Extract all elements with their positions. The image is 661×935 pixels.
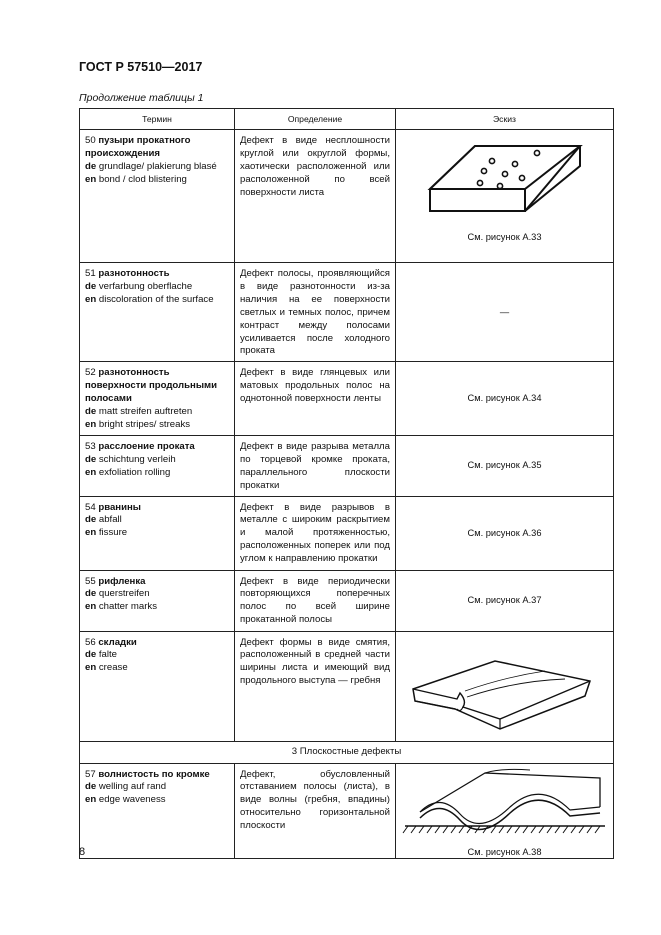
sketch-caption: См. рисунок А.38 <box>467 846 542 857</box>
definition-text: Дефект в виде разрывов в металле с широким раскрытием и малой протяженностью, расположенных поперек или под углом к направлению прокатки <box>240 501 390 565</box>
term-ru: разнотонность <box>98 268 170 279</box>
term-cell <box>80 130 235 263</box>
definition-text: Дефект полосы, проявляющийся в виде разнотонности из-за наличия на ее поверхности светлых и темных полос, причем контраст между полосами усиливается после холодного проката <box>240 268 390 357</box>
term-de: verfarbung oberflache <box>98 280 193 292</box>
lang-prefix-en: en <box>85 601 97 613</box>
sketch-caption: См. рисунок А.35 <box>467 460 542 471</box>
lang-prefix-de: de <box>85 781 97 793</box>
table-row <box>80 496 614 570</box>
term-cell <box>80 435 235 496</box>
blister-sketch <box>425 134 585 229</box>
sketch-cell <box>396 631 614 741</box>
term-number: 56 <box>85 636 96 648</box>
column-header-term: Термин <box>80 109 235 130</box>
column-header-definition: Определение <box>235 109 396 130</box>
definition-cell <box>235 435 396 496</box>
term-cell <box>80 631 235 741</box>
definition-cell <box>235 496 396 570</box>
sketch-caption: — <box>499 306 510 317</box>
term-de: welling auf rand <box>98 781 167 793</box>
definition-text: Дефект в виде несплошности круглой или округлой формы, хаотически расположенной или расположенной по всей поверхности листа <box>240 135 390 198</box>
term-en: bright stripes/ streaks <box>98 418 191 430</box>
term-number: 50 <box>85 135 96 146</box>
table-row <box>80 362 614 436</box>
sketch-caption: См. рисунок А.37 <box>467 595 542 606</box>
term-en: fissure <box>98 527 128 539</box>
term-en: exfoliation rolling <box>98 466 171 478</box>
term-cell <box>80 263 235 362</box>
term-cell <box>80 496 235 570</box>
column-header-sketch: Эскиз <box>396 109 614 130</box>
term-cell <box>80 763 235 859</box>
table-row <box>80 435 614 496</box>
term-en: crease <box>98 662 128 674</box>
sketch-cell <box>396 435 614 496</box>
definition-cell <box>235 570 396 631</box>
sketch-cell <box>396 763 614 859</box>
lang-prefix-en: en <box>85 466 97 478</box>
document-code: ГОСТ Р 57510—2017 <box>79 60 203 74</box>
term-de: schichtung verleih <box>98 453 176 465</box>
sketch-cell <box>396 496 614 570</box>
definition-text: Дефект в виде глянцевых или матовых продольных полос на однотонной поверхности ленты <box>240 367 390 405</box>
term-en: discoloration of the surface <box>98 293 214 305</box>
term-number: 53 <box>85 440 96 452</box>
term-number: 51 <box>85 268 96 279</box>
definition-cell <box>235 263 396 362</box>
table-row <box>80 631 614 741</box>
term-ru: складки <box>98 636 137 648</box>
term-ru: разнотонность поверхности продольными полосами <box>85 367 218 405</box>
term-de: matt streifen auftreten <box>98 406 193 418</box>
term-number: 55 <box>85 575 96 587</box>
lang-prefix-en: en <box>85 418 97 430</box>
lang-prefix-de: de <box>85 160 97 172</box>
table-continuation-label: Продолжение таблицы 1 <box>79 92 204 104</box>
term-ru: расслоение проката <box>98 440 195 452</box>
definition-text: Дефект в виде разрыва металла по торцевой кромке проката, параллельного плоскости прокатки <box>240 440 390 491</box>
edge-waveness-sketch <box>400 768 610 840</box>
sketch-caption: См. рисунок А.33 <box>467 232 542 242</box>
sketch-cell <box>396 362 614 436</box>
term-ru: волнистость по кромке <box>98 768 210 780</box>
term-en: edge waveness <box>98 794 166 806</box>
table-row <box>80 130 614 263</box>
lang-prefix-de: de <box>85 406 97 418</box>
lang-prefix-de: de <box>85 280 97 292</box>
definition-cell <box>235 763 396 859</box>
sketch-caption: См. рисунок А.34 <box>467 393 542 404</box>
sketch-cell <box>396 263 614 362</box>
lang-prefix-en: en <box>85 662 97 674</box>
term-de: grundlage/ plakierung blasé <box>98 160 217 172</box>
section-row <box>80 741 614 763</box>
term-en: bond / clod blistering <box>98 173 187 185</box>
term-de: querstreifen <box>98 588 150 600</box>
table-row <box>80 263 614 362</box>
lang-prefix-en: en <box>85 173 97 185</box>
table-row <box>80 763 614 859</box>
lang-prefix-de: de <box>85 649 97 661</box>
term-en: chatter marks <box>98 601 157 613</box>
section-title: 3 Плоскостные дефекты <box>80 741 614 763</box>
lang-prefix-de: de <box>85 514 97 526</box>
lang-prefix-de: de <box>85 588 97 600</box>
term-ru: рифленка <box>98 575 146 587</box>
terms-table <box>79 108 614 859</box>
term-ru: пузыри прокатного происхождения <box>85 135 191 159</box>
lang-prefix-de: de <box>85 453 97 465</box>
definition-cell <box>235 362 396 436</box>
sketch-cell <box>396 130 614 263</box>
lang-prefix-en: en <box>85 527 97 539</box>
term-number: 52 <box>85 367 96 379</box>
term-de: abfall <box>98 514 122 526</box>
definition-text: Дефект формы в виде смятия, расположенный в средней части ширины листа и имеющий вид продольного выступа — гребня <box>240 636 390 687</box>
term-number: 57 <box>85 768 96 780</box>
term-cell <box>80 570 235 631</box>
sketch-caption: См. рисунок А.36 <box>467 527 542 538</box>
sketch-cell <box>396 570 614 631</box>
page-number: 8 <box>79 846 86 858</box>
term-de: falte <box>98 649 118 661</box>
definition-text: Дефект, обусловленный отставанием полосы (листа), в виде волны (гребня, впадины) относительно горизонтальной плоскости <box>240 768 390 832</box>
lang-prefix-en: en <box>85 293 97 305</box>
definition-text: Дефект в виде периодически повторяющихся поперечных полос по всей ширине прокатанной полосы <box>240 575 390 626</box>
table-header-row <box>80 109 614 130</box>
term-cell <box>80 362 235 436</box>
definition-cell <box>235 130 396 263</box>
term-ru: рванины <box>98 501 141 513</box>
definition-cell <box>235 631 396 741</box>
lang-prefix-en: en <box>85 794 97 806</box>
crease-sketch <box>405 641 605 731</box>
term-number: 54 <box>85 501 96 513</box>
table-row <box>80 570 614 631</box>
